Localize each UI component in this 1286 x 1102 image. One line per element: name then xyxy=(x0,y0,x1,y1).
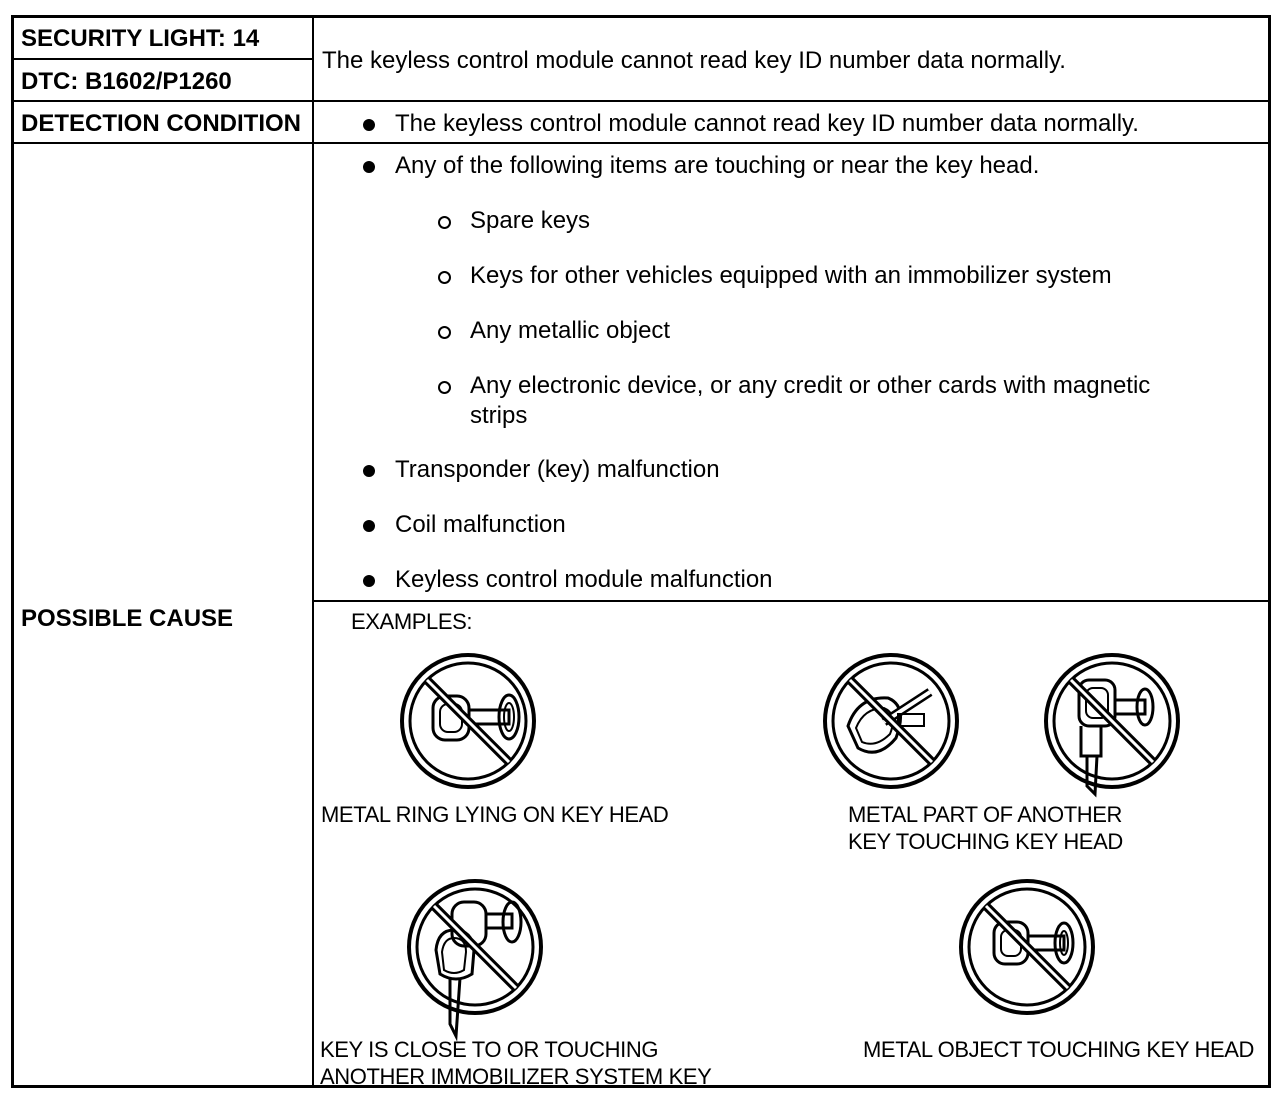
cause-sub-item-continued: strips xyxy=(470,402,528,429)
immobilizer-key-prohibited-icon xyxy=(402,874,552,1044)
cause-sub-item: Any electronic device, or any credit or other cards with magnetic xyxy=(470,372,1151,399)
possible-cause-label: POSSIBLE CAUSE xyxy=(21,605,234,632)
security-light-label: SECURITY LIGHT: 14 xyxy=(21,25,260,52)
cause-lead-item: Any of the following items are touching or near the key head. xyxy=(395,152,1040,179)
another-key-caption-line1: METAL PART OF ANOTHER xyxy=(848,802,1122,827)
row-divider xyxy=(14,100,1271,102)
cause-sub-item: Spare keys xyxy=(470,207,591,234)
row-divider xyxy=(14,142,1271,144)
cause-sub-item: Any metallic object xyxy=(470,317,671,344)
dtc-label: DTC: B1602/P1260 xyxy=(21,68,232,95)
metal-object-prohibited-icon xyxy=(954,874,1100,1020)
bullet-icon xyxy=(363,119,375,131)
cause-item: Transponder (key) malfunction xyxy=(395,456,720,483)
hollow-bullet-icon xyxy=(438,326,451,339)
metal-object-caption: METAL OBJECT TOUCHING KEY HEAD xyxy=(863,1037,1255,1062)
cause-sub-item: Keys for other vehicles equipped with an immobilizer system xyxy=(470,262,1112,289)
another-key-prohibited-icon xyxy=(818,648,964,794)
row-divider xyxy=(14,58,314,60)
key-blade-prohibited-icon xyxy=(1039,648,1185,808)
bullet-icon xyxy=(363,161,375,173)
row-divider xyxy=(314,600,1271,602)
immobilizer-caption-line1: KEY IS CLOSE TO OR TOUCHING xyxy=(320,1037,659,1062)
dtc-description: The keyless control module cannot read key ID number data normally. xyxy=(322,47,1066,74)
hollow-bullet-icon xyxy=(438,381,451,394)
column-divider xyxy=(312,18,314,1088)
hollow-bullet-icon xyxy=(438,271,451,284)
diagnostic-table xyxy=(11,15,1271,1088)
bullet-icon xyxy=(363,575,375,587)
hollow-bullet-icon xyxy=(438,216,451,229)
another-key-caption-line2: KEY TOUCHING KEY HEAD xyxy=(848,829,1123,854)
cause-item: Keyless control module malfunction xyxy=(395,566,773,593)
bullet-icon xyxy=(363,465,375,477)
cause-item: Coil malfunction xyxy=(395,511,566,538)
bullet-icon xyxy=(363,520,375,532)
examples-heading: EXAMPLES: xyxy=(351,609,473,634)
detection-item: The keyless control module cannot read key ID number data normally. xyxy=(395,110,1139,137)
immobilizer-caption-line2: ANOTHER IMMOBILIZER SYSTEM KEY xyxy=(320,1064,712,1089)
metal-ring-caption: METAL RING LYING ON KEY HEAD xyxy=(321,802,669,827)
detection-condition-label: DETECTION CONDITION xyxy=(21,110,301,137)
metal-ring-prohibited-icon xyxy=(395,648,541,794)
